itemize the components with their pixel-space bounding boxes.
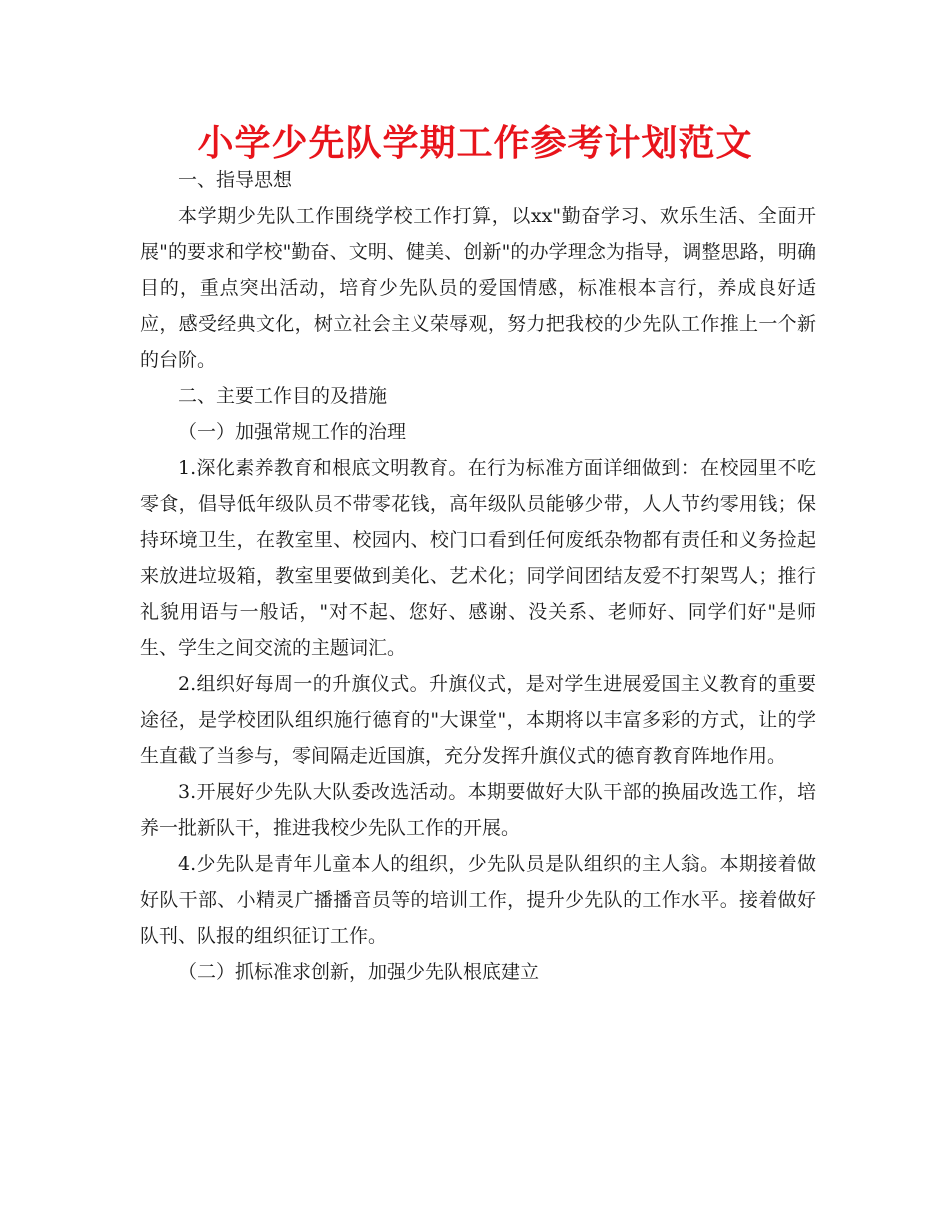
- subsection-heading: （一）加强常规工作的治理: [178, 421, 407, 443]
- section-heading: 一、指导思想: [178, 169, 293, 191]
- section-heading: 二、主要工作目的及措施: [178, 385, 388, 407]
- body-paragraph: 1.深化素养教育和根底文明教育。在行为标准方面详细做到：在校园里不吃零食，倡导低年级队员不带零花钱，高年级队员能够少带，人人节约零用钱；保持环境卫生，在教室里、校园内、校门口看到任何废纸杂物都有责任和义务捡起来放进垃圾箱，教室里要做到美化、艺术化；同学间团结友爱不打架骂人；推行礼貌用语与一般话，"对不起、您好、感谢、没关系、老师好、同学们好"是师生、学生之间交流的主题词汇。: [140, 457, 816, 659]
- subsection-heading: （二）抓标准求创新，加强少先队根底建立: [178, 961, 540, 983]
- body-paragraph: 2.组织好每周一的升旗仪式。升旗仪式，是对学生进展爱国主义教育的重要途径，是学校团队组织施行德育的"大课堂"，本期将以丰富多彩的方式，让的学生直截了当参与，零间隔走近国旗，充分发挥升旗仪式的德育教育阵地作用。: [140, 673, 816, 767]
- body-paragraph: 4.少先队是青年儿童本人的组织，少先队员是队组织的主人翁。本期接着做好队干部、小精灵广播播音员等的培训工作，提升少先队的工作水平。接着做好队刊、队报的组织征订工作。: [140, 853, 816, 947]
- document-body: [140, 162, 816, 990]
- body-paragraph: 3.开展好少先队大队委改选活动。本期要做好大队干部的换届改选工作，培养一批新队干，推进我校少先队工作的开展。: [140, 781, 816, 839]
- document-title: 小学少先队学期工作参考计划范文: [197, 122, 753, 164]
- body-paragraph: 本学期少先队工作围绕学校工作打算，以xx"勤奋学习、欢乐生活、全面开展"的要求和学校"勤奋、文明、健美、创新"的办学理念为指导，调整思路，明确目的，重点突出活动，培育少先队员的爱国情感，标准根本言行，养成良好适应，感受经典文化，树立社会主义荣辱观，努力把我校的少先队工作推上一个新的台阶。: [140, 205, 816, 371]
